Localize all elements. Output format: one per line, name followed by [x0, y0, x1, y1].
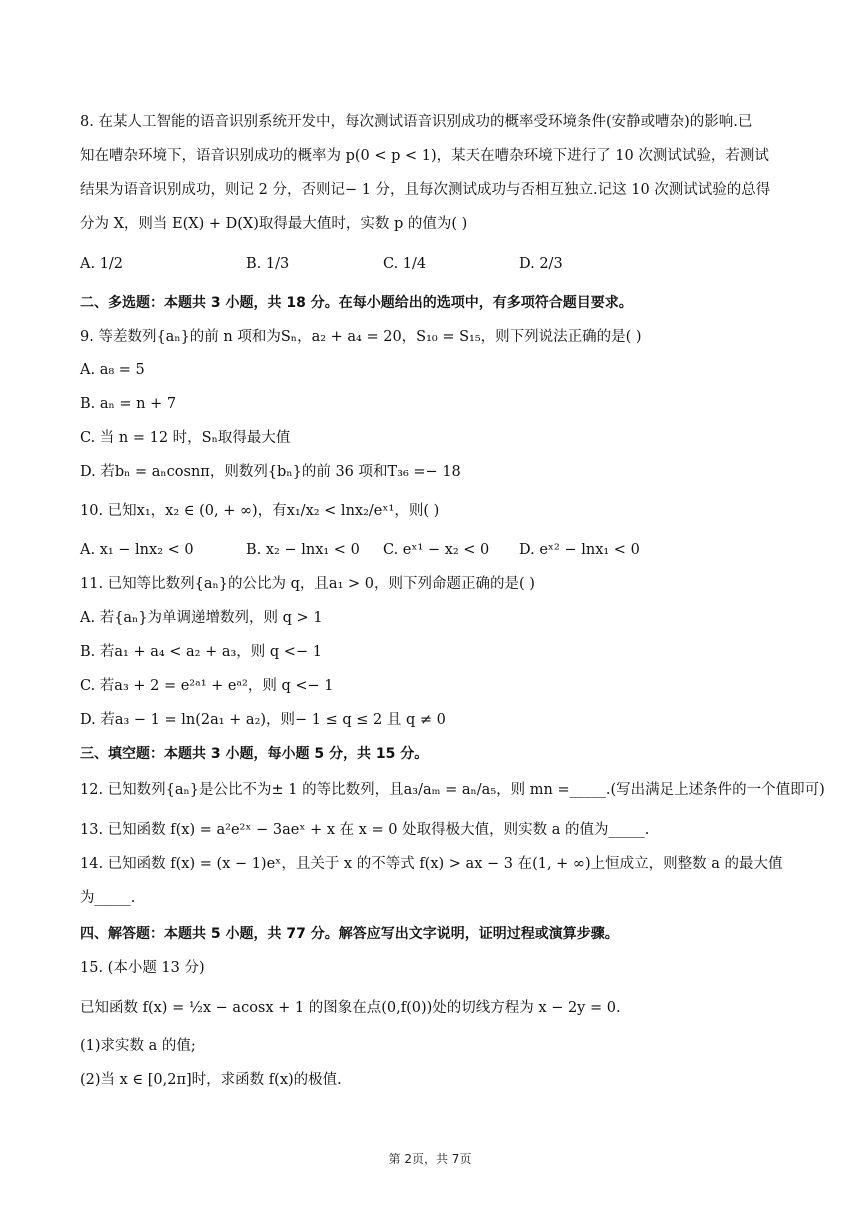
q15-stem: 已知函数 f(x) = ½x − acosx + 1 的图象在点(0,f(0))处的切线方程为 x − 2y = 0.	[80, 1000, 621, 1016]
q8-option-a: A. 1/2	[80, 256, 124, 272]
q10-option-d: D. eˣ² − lnx₁ < 0	[519, 542, 640, 558]
q11-option-a: A. 若{aₙ}为单调递增数列，则 q > 1	[80, 610, 323, 626]
q10-option-c: C. eˣ¹ − x₂ < 0	[383, 542, 490, 558]
q11-stem: 11. 已知等比数列{aₙ}的公比为 q，且a₁ > 0，则下列命题正确的是( )	[80, 576, 535, 592]
q10-option-a: A. x₁ − lnx₂ < 0	[80, 542, 194, 558]
section2-heading: 二、多选题：本题共 3 小题，共 18 分。在每小题给出的选项中，有多项符合题目要求。	[80, 295, 633, 311]
q10-option-b: B. x₂ − lnx₁ < 0	[246, 542, 360, 558]
q15-part2: (2)当 x ∈ [0,2π]时，求函数 f(x)的极值.	[80, 1072, 342, 1088]
q8-option-d: D. 2/3	[519, 256, 563, 272]
q8-line1: 8. 在某人工智能的语音识别系统开发中，每次测试语音识别成功的概率受环境条件(安静或嘈杂)的影响.已	[80, 114, 753, 130]
q11-option-b: B. 若a₁ + a₄ < a₂ + a₃，则 q <− 1	[80, 644, 322, 660]
section4-heading: 四、解答题：本题共 5 小题，共 77 分。解答应写出文字说明，证明过程或演算步骤。	[80, 926, 619, 942]
q9-option-c: C. 当 n = 12 时，Sₙ取得最大值	[80, 430, 291, 446]
q10-stem: 10. 已知x₁，x₂ ∈ (0, + ∞)，有x₁/x₂ < lnx₂/eˣ¹，则( )	[80, 503, 440, 519]
q11-option-d: D. 若a₃ − 1 = ln(2a₁ + a₂)，则− 1 ≤ q ≤ 2 且 q ≠ 0	[80, 712, 446, 728]
q15-part1: (1)求实数 a 的值;	[80, 1038, 196, 1054]
q8-line4: 分为 X，则当 E(X) + D(X)取得最大值时，实数 p 的值为( )	[80, 216, 468, 232]
q9-option-a: A. a₈ = 5	[80, 362, 145, 378]
q11-option-c: C. 若a₃ + 2 = e²ᵃ¹ + eᵃ²，则 q <− 1	[80, 678, 334, 694]
q12-text: 12. 已知数列{aₙ}是公比不为± 1 的等比数列，且a₃/aₘ = aₙ/a₅，则 mn =_____.(写出满足上述条件的一个值即可)	[80, 782, 825, 798]
q8-option-b: B. 1/3	[246, 256, 290, 272]
q9-option-b: B. aₙ = n + 7	[80, 396, 177, 412]
q9-stem: 9. 等差数列{aₙ}的前 n 项和为Sₙ，a₂ + a₄ = 20，S₁₀ = S₁₅，则下列说法正确的是( )	[80, 329, 642, 345]
q14-line1: 14. 已知函数 f(x) = (x − 1)eˣ，且关于 x 的不等式 f(x) > ax − 3 在(1, + ∞)上恒成立，则整数 a 的最大值	[80, 856, 783, 872]
q9-option-d: D. 若bₙ = aₙcosnπ，则数列{bₙ}的前 36 项和T₃₆ =− 18	[80, 464, 461, 480]
q15-header: 15. (本小题 13 分)	[80, 960, 205, 976]
section3-heading: 三、填空题：本题共 3 小题，每小题 5 分，共 15 分。	[80, 746, 429, 762]
q13-text: 13. 已知函数 f(x) = a²e²ˣ − 3aeˣ + x 在 x = 0 处取得极大值，则实数 a 的值为_____.	[80, 822, 650, 838]
page-footer: 第 2页，共 7页	[388, 1152, 472, 1166]
q8-line2: 知在嘈杂环境下，语音识别成功的概率为 p(0 < p < 1)，某天在嘈杂环境下进行了 10 次测试试验，若测试	[80, 148, 769, 164]
q14-line2: 为_____.	[80, 890, 136, 906]
q8-option-c: C. 1/4	[383, 256, 427, 272]
q8-line3: 结果为语音识别成功，则记 2 分，否则记− 1 分，且每次测试成功与否相互独立.记这 10 次测试试验的总得	[80, 182, 771, 198]
